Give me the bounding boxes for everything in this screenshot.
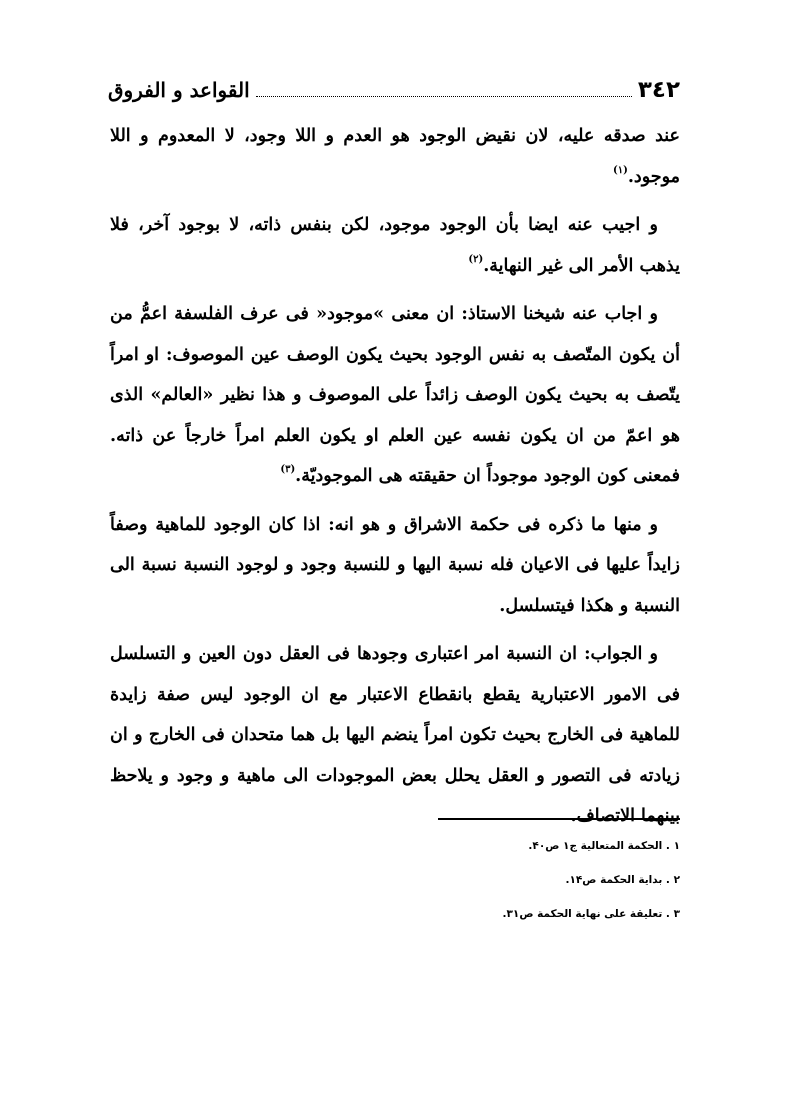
main-text [110, 116, 680, 845]
paragraph-text: و الجواب: ان النسبة امر اعتبارى وجودها فى العقل دون العين و التسلسل فى الامور الاعتبارية يقطع بانقطاع الاعتبار مع ان الوجود ليس صفة زايدة للماهية فى الخارج بحيث تكون امراً ينضم اليها بل هما متحدان فى الخارج و ان زيادته فى التصور و العقل يحلل بعض الموجودات الى ماهية و وجود و يلاحظ بينهما الاتصاف. [110, 644, 680, 826]
paragraph-text: و منها ما ذكره فى حكمة الاشراق و هو انه: اذا كان الوجود للماهية وصفاً زايداً عليها فى الاعيان فله نسبة اليها و للنسبة وجود و لوجود النسبة نسبة الى النسبة و هكذا فيتسلسل. [110, 514, 680, 616]
page-header [108, 70, 680, 104]
page-number: ۳٤۲ [637, 77, 680, 103]
paragraph [110, 294, 680, 497]
paragraph [110, 116, 680, 197]
footnote-item: ۱ . الحكمة المتعالية ج۱ ص۴۰. [528, 840, 680, 852]
paragraph-text: و اجيب عنه ايضا بأن الوجود موجود، لكن بنفس ذاته، لا بوجود آخر، فلا يذهب الأمر الى غير النهاية. [110, 215, 680, 276]
footnote-item: ۳ . تعليقة على نهاية الحكمة ص۳۱. [502, 908, 680, 920]
paragraph [110, 505, 680, 627]
paragraph [110, 634, 680, 837]
footnote-item: ۲ . بداية الحكمة ص۱۴. [565, 874, 680, 886]
footnote-reference: (۳) [280, 464, 296, 475]
paragraph-text: عند صدقه عليه، لان نقيض الوجود هو العدم و اللا وجود، لا المعدوم و اللا موجود. [110, 126, 680, 187]
paragraph [110, 205, 680, 286]
footnote-separator [438, 818, 680, 820]
running-title: القواعد و الفروق [108, 78, 250, 102]
footnotes [300, 838, 680, 940]
paragraph-text: و اجاب عنه شيخنا الاستاذ: ان معنى »موجود« فى عرف الفلسفة اعمُّ من أن يكون المتّصف به نفس الوجود بحيث يكون الوصف عين الموصوف: او امراً يتّصف به بحيث يكون الوصف زائداً على الموصوف و هذا نظير «العالم» الذى هو اعمّ من ان يكون نفسه عين العلم او يكون العلم امراً خارجاً عن ذاته. فمعنى كون الوجود موجوداً ان حقيقته هى الموجوديّة. [110, 304, 680, 486]
footnote-reference: (۲) [468, 253, 484, 265]
header-dotted-leader [256, 95, 632, 97]
footnote-reference: (۱) [612, 164, 628, 176]
